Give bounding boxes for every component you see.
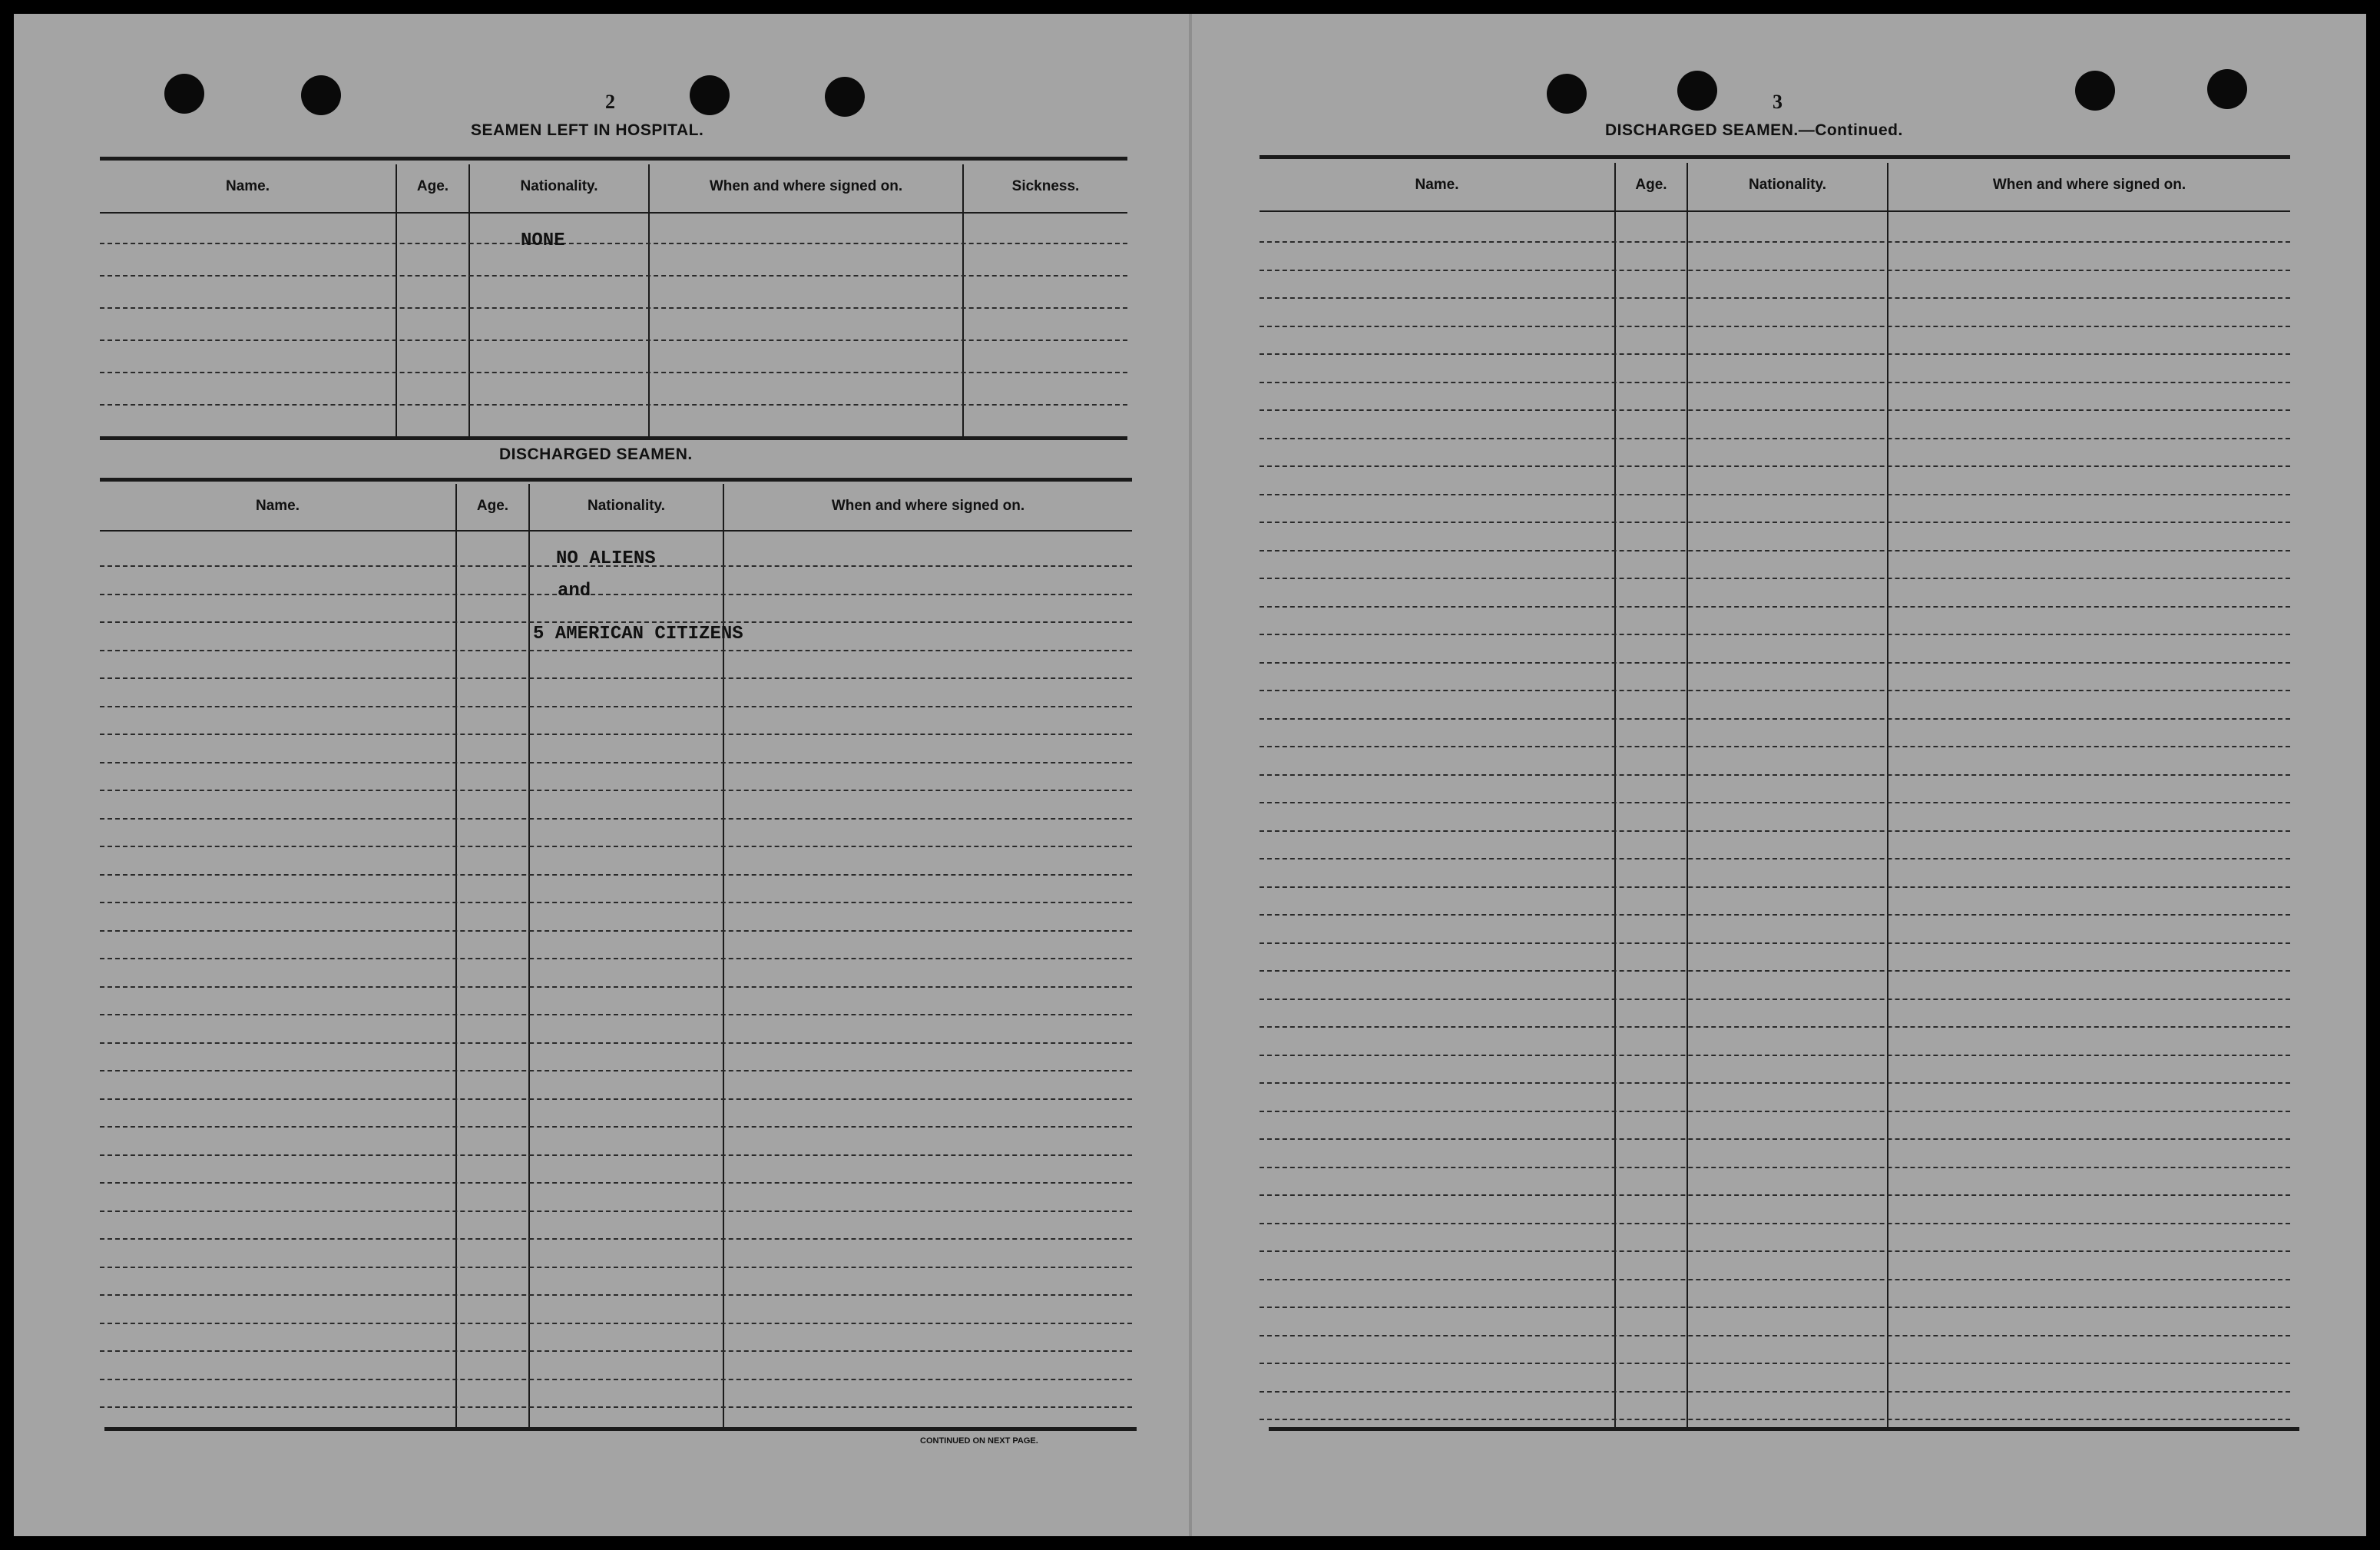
discharged-entry: 5 AMERICAN CITIZENS: [533, 624, 743, 644]
rule: [100, 436, 1127, 440]
entry-line: [1260, 1223, 2290, 1224]
entry-line: [1260, 746, 2290, 747]
entry-line: [1260, 802, 2290, 803]
entry-line: [100, 874, 1132, 876]
entry-line: [1260, 1167, 2290, 1168]
entry-line: [100, 243, 1127, 244]
entry-line: [100, 734, 1132, 735]
punch-hole: [2075, 71, 2115, 111]
entry-line: [100, 1211, 1132, 1212]
hospital-section-title: SEAMEN LEFT IN HOSPITAL.: [471, 121, 704, 139]
entry-line: [100, 958, 1132, 959]
entry-line: [1260, 465, 2290, 467]
entry-line: [1260, 1335, 2290, 1336]
entry-line: [100, 1098, 1132, 1100]
entry-line: [100, 1042, 1132, 1044]
column-header-age: Age.: [416, 178, 449, 194]
entry-line: [100, 275, 1127, 277]
rule: [104, 1427, 1137, 1431]
entry-line: [1260, 1391, 2290, 1393]
entry-line: [1260, 382, 2290, 383]
entry-line: [1260, 858, 2290, 859]
entry-line: [1260, 718, 2290, 720]
entry-line: [1260, 690, 2290, 691]
entry-line: [1260, 326, 2290, 327]
discharged-section-title: DISCHARGED SEAMEN.: [499, 445, 693, 463]
entry-line: [100, 594, 1132, 595]
entry-line: [100, 1379, 1132, 1380]
entry-line: [100, 307, 1127, 309]
column-header-name: Name.: [225, 178, 270, 194]
column-divider: [455, 484, 457, 1427]
entry-line: [100, 846, 1132, 847]
entry-line: [100, 1406, 1132, 1408]
punch-hole: [301, 75, 341, 115]
entry-line: [1260, 1055, 2290, 1056]
document-sheet: [14, 14, 2366, 1536]
column-header-nationality: Nationality.: [1749, 177, 1826, 193]
entry-line: [1260, 1194, 2290, 1196]
entry-line: [1260, 438, 2290, 439]
entry-line: [1260, 774, 2290, 776]
entry-line: [100, 1267, 1132, 1268]
column-header-age: Age.: [476, 498, 509, 514]
entry-line: [1260, 409, 2290, 411]
entry-line: [100, 902, 1132, 903]
entry-line: [1260, 606, 2290, 608]
entry-line: [100, 1070, 1132, 1071]
entry-line: [1260, 1138, 2290, 1140]
continued-note: CONTINUED ON NEXT PAGE.: [920, 1436, 1038, 1446]
column-divider: [648, 164, 650, 436]
right-page: [1190, 14, 2366, 1536]
rule: [100, 530, 1132, 532]
discharged-entry: NO ALIENS: [556, 548, 656, 569]
entry-line: [1260, 1250, 2290, 1252]
punch-hole: [164, 74, 204, 114]
entry-line: [1260, 270, 2290, 271]
entry-line: [1260, 1419, 2290, 1420]
column-header-signed-on: When and where signed on.: [831, 498, 1025, 514]
entry-line: [100, 1154, 1132, 1156]
entry-line: [1260, 1111, 2290, 1112]
page-number: 3: [1773, 91, 1783, 113]
column-header-nationality: Nationality.: [588, 498, 665, 514]
punch-hole: [1547, 74, 1587, 114]
column-header-age: Age.: [1635, 177, 1667, 193]
entry-line: [1260, 942, 2290, 944]
entry-line: [100, 1238, 1132, 1240]
column-divider: [1887, 163, 1888, 1427]
entry-line: [1260, 970, 2290, 972]
entry-line: [1260, 999, 2290, 1000]
column-header-nationality: Nationality.: [520, 178, 598, 194]
entry-line: [100, 404, 1127, 406]
entry-line: [1260, 241, 2290, 243]
entry-line: [1260, 522, 2290, 523]
entry-line: [100, 1126, 1132, 1128]
punch-hole: [1677, 71, 1717, 111]
entry-line: [1260, 914, 2290, 916]
punch-hole: [690, 75, 730, 115]
entry-line: [100, 372, 1127, 373]
entry-line: [1260, 634, 2290, 635]
rule: [100, 157, 1127, 161]
punch-hole: [2207, 69, 2247, 109]
rule: [100, 212, 1127, 214]
entry-line: [1260, 1026, 2290, 1028]
entry-line: [100, 677, 1132, 679]
entry-line: [1260, 353, 2290, 355]
column-divider: [528, 484, 530, 1427]
rule: [100, 478, 1132, 482]
hospital-entry: NONE: [521, 230, 565, 251]
rule: [1260, 155, 2290, 159]
entry-line: [1260, 550, 2290, 551]
column-header-name: Name.: [1415, 177, 1459, 193]
punch-hole: [825, 77, 865, 117]
column-divider: [468, 164, 470, 436]
entry-line: [100, 1350, 1132, 1352]
entry-line: [1260, 1279, 2290, 1280]
entry-line: [1260, 830, 2290, 832]
entry-line: [100, 650, 1132, 651]
rule: [1269, 1427, 2299, 1431]
entry-line: [100, 790, 1132, 791]
entry-line: [100, 706, 1132, 707]
entry-line: [1260, 1363, 2290, 1364]
entry-line: [100, 818, 1132, 820]
entry-line: [1260, 1082, 2290, 1084]
entry-line: [100, 1014, 1132, 1015]
rule: [1260, 210, 2290, 212]
column-header-signed-on: When and where signed on.: [709, 178, 903, 194]
page-number: 2: [605, 91, 615, 113]
column-divider: [962, 164, 964, 436]
column-header-name: Name.: [255, 498, 300, 514]
entry-line: [100, 762, 1132, 763]
entry-line: [1260, 886, 2290, 888]
entry-line: [1260, 297, 2290, 299]
entry-line: [1260, 578, 2290, 579]
entry-line: [100, 621, 1132, 623]
column-header-signed-on: When and where signed on.: [1992, 177, 2186, 193]
column-header-sickness: Sickness.: [1011, 178, 1080, 194]
discharged-continued-title: DISCHARGED SEAMEN.—Continued.: [1605, 121, 1903, 139]
column-divider: [396, 164, 397, 436]
entry-line: [100, 1182, 1132, 1184]
entry-line: [100, 339, 1127, 341]
entry-line: [100, 986, 1132, 988]
entry-line: [100, 930, 1132, 932]
left-page: [14, 14, 1189, 1536]
column-divider: [1687, 163, 1688, 1427]
entry-line: [100, 1323, 1132, 1324]
entry-line: [100, 1294, 1132, 1296]
entry-line: [1260, 662, 2290, 664]
entry-line: [1260, 494, 2290, 495]
entry-line: [1260, 1307, 2290, 1308]
column-divider: [1614, 163, 1616, 1427]
discharged-entry: and: [558, 581, 591, 601]
